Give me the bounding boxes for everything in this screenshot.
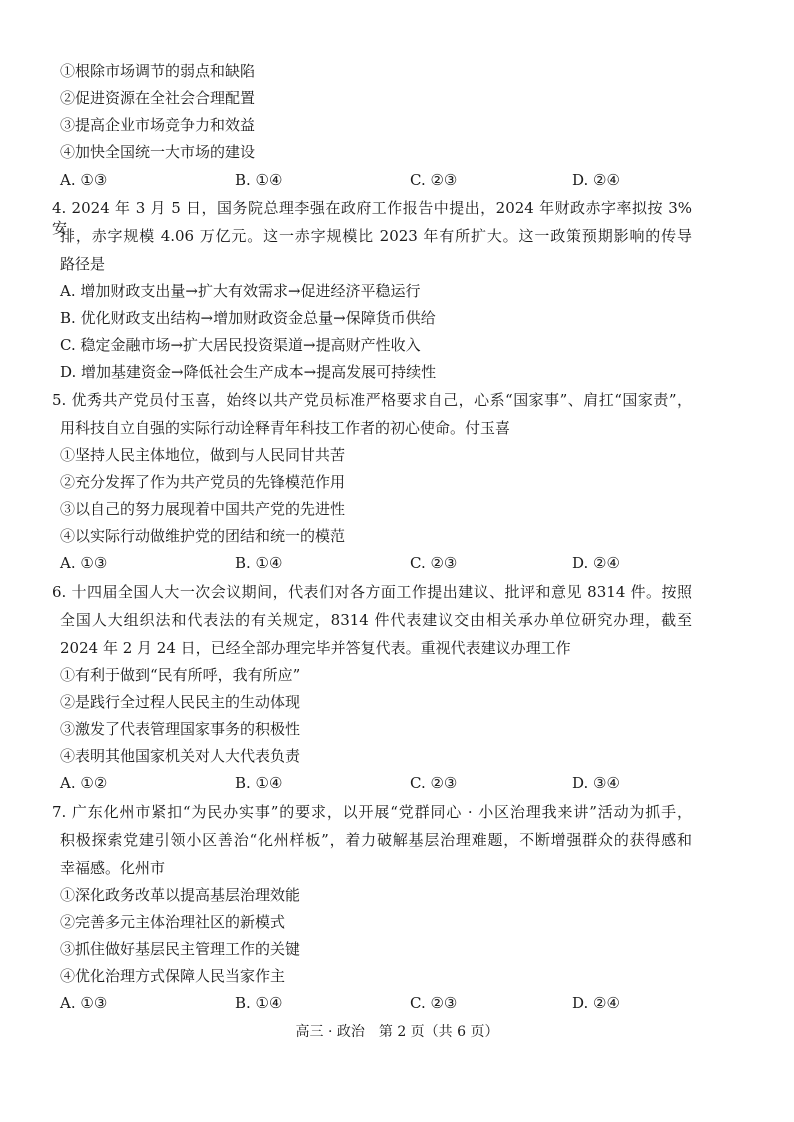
q7-item-4: ④优化治理方式保障人民当家作主 (60, 967, 286, 985)
q5-options (60, 554, 700, 574)
q3-item-4: ④加快全国统一大市场的建设 (60, 143, 256, 161)
q5-option-a: A. ①③ (60, 554, 108, 572)
q4-choice-a: A. 增加财政支出量→扩大有效需求→促进经济平稳运行 (60, 282, 421, 300)
q3-option-d: D. ②④ (572, 171, 620, 189)
q7-option-d: D. ②④ (572, 994, 620, 1012)
q5-item-1: ①坚持人民主体地位，做到与人民同甘共苦 (60, 446, 346, 464)
q5-stem-line-2: 用科技自立自强的实际行动诠释青年科技工作者的初心使命。付玉喜 (60, 419, 511, 437)
q4-stem-line-2: 排，赤字规模 4.06 万亿元。这一赤字规模比 2023 年有所扩大。这一政策预期影响的传导 (60, 227, 692, 245)
q5-option-c: C. ②③ (410, 554, 458, 572)
q5-option-b: B. ①④ (235, 554, 283, 572)
q7-option-a: A. ①③ (60, 994, 108, 1012)
q3-options (60, 171, 700, 191)
q6-item-4: ④表明其他国家机关对人大代表负责 (60, 747, 301, 765)
q3-item-3: ③提高企业市场竞争力和效益 (60, 116, 256, 134)
q7-item-2: ②完善多元主体治理社区的新模式 (60, 913, 286, 931)
q6-option-b: B. ①④ (235, 774, 283, 792)
q3-option-b: B. ①④ (235, 171, 283, 189)
q6-item-3: ③激发了代表管理国家事务的积极性 (60, 720, 301, 738)
page-footer: 高三 · 政治 第 2 页（共 6 页） (295, 1024, 499, 1040)
q7-option-b: B. ①④ (235, 994, 283, 1012)
q3-item-2: ②促进资源在全社会合理配置 (60, 89, 256, 107)
q6-options (60, 774, 700, 794)
q6-item-1: ①有利于做到“民有所呼，我有所应” (60, 666, 301, 684)
q5-stem-line-1: 5. 优秀共产党员付玉喜，始终以共产党员标准严格要求自己，心系“国家事”、肩扛“国家责”， (52, 391, 692, 409)
q4-stem-line-3: 路径是 (60, 255, 106, 273)
q7-option-c: C. ②③ (410, 994, 458, 1012)
q7-options (60, 994, 700, 1014)
q4-choice-d: D. 增加基建资金→降低社会生产成本→提高发展可持续性 (60, 363, 437, 381)
q7-stem-line-3: 幸福感。化州市 (60, 859, 166, 877)
q3-item-1: ①根除市场调节的弱点和缺陷 (60, 62, 256, 80)
q5-option-d: D. ②④ (572, 554, 620, 572)
q4-choice-b: B. 优化财政支出结构→增加财政资金总量→保障货币供给 (60, 309, 436, 327)
q7-item-3: ③抓住做好基层民主管理工作的关键 (60, 940, 301, 958)
q5-item-2: ②充分发挥了作为共产党员的先锋模范作用 (60, 473, 346, 491)
q6-stem-line-1: 6. 十四届全国人大一次会议期间，代表们对各方面工作提出建议、批评和意见 8314 件。按照 (52, 583, 692, 601)
q6-option-d: D. ③④ (572, 774, 620, 792)
q7-stem-line-2: 积极探索党建引领小区善治“化州样板”，着力破解基层治理难题，不断增强群众的获得感和 (60, 831, 692, 849)
q6-stem-line-3: 2024 年 2 月 24 日，已经全部办理完毕并答复代表。重视代表建议办理工作 (60, 639, 571, 657)
q4-stem-line-1: 4. 2024 年 3 月 5 日，国务院总理李强在政府工作报告中提出，2024 年财政赤字率拟按 3% 安 (52, 199, 692, 237)
q6-option-a: A. ①② (60, 774, 108, 792)
q3-option-c: C. ②③ (410, 171, 458, 189)
q7-item-1: ①深化政务改革以提高基层治理效能 (60, 886, 301, 904)
q3-option-a: A. ①③ (60, 171, 108, 189)
q7-stem-line-1: 7. 广东化州市紧扣“为民办实事”的要求，以开展“党群同心 · 小区治理我来讲”活动为抓手， (52, 803, 692, 821)
q6-item-2: ②是践行全过程人民民主的生动体现 (60, 693, 301, 711)
q5-item-4: ④以实际行动做维护党的团结和统一的模范 (60, 527, 346, 545)
q6-option-c: C. ②③ (410, 774, 458, 792)
q4-choice-c: C. 稳定金融市场→扩大居民投资渠道→提高财产性收入 (60, 336, 421, 354)
q6-stem-line-2: 全国人大组织法和代表法的有关规定，8314 件代表建议交由相关承办单位研究办理，截至 (60, 611, 692, 629)
q5-item-3: ③以自己的努力展现着中国共产党的先进性 (60, 500, 346, 518)
